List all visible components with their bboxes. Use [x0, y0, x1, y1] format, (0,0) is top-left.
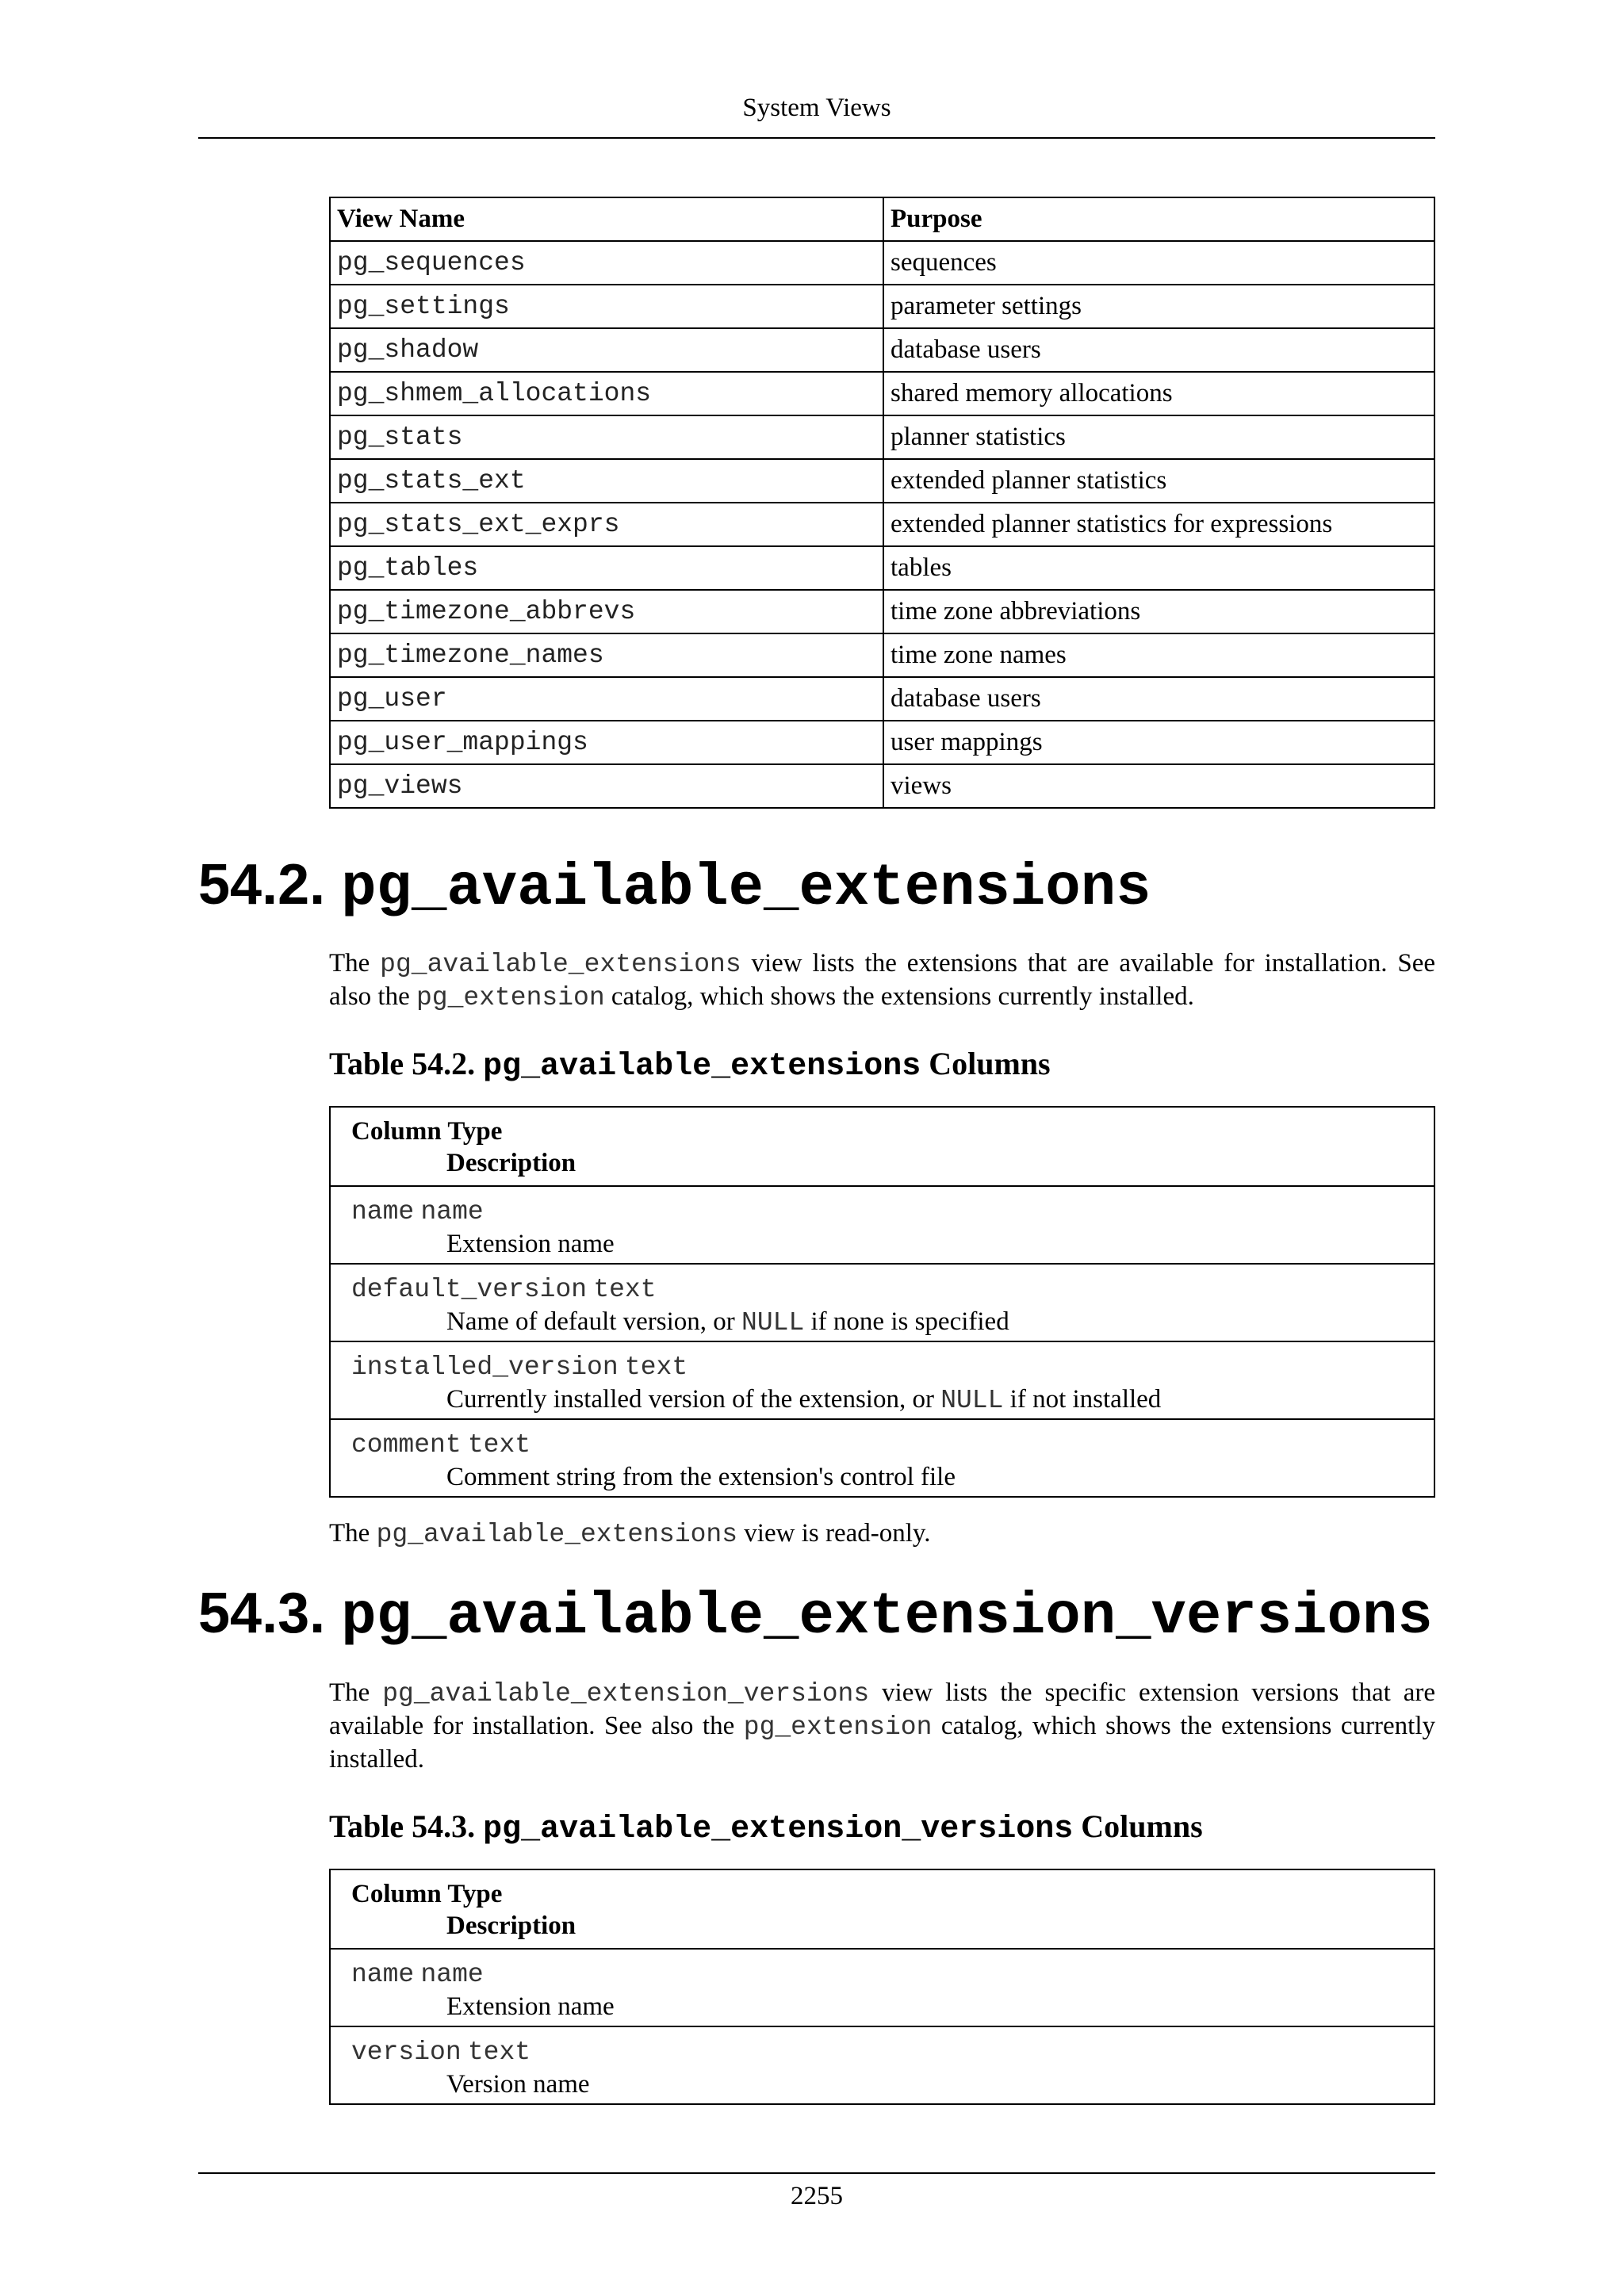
section-number: 54.3.: [198, 1582, 326, 1645]
table-label-suffix: Columns: [921, 1046, 1051, 1081]
code-literal: pg_extension: [743, 1712, 933, 1742]
page-number: 2255: [791, 2182, 843, 2210]
view-name: pg_tables: [330, 546, 883, 590]
section-number: 54.2.: [198, 853, 326, 916]
code-literal: pg_available_extension_versions: [382, 1679, 870, 1709]
text-run: if not installed: [1003, 1385, 1162, 1414]
section-title-code: pg_available_extensions: [341, 855, 1151, 922]
section-heading-54-3: [198, 1581, 1433, 1651]
footer-rule: [198, 2172, 1435, 2174]
view-name: pg_views: [330, 764, 883, 808]
section-title-code: pg_available_extension_versions: [341, 1584, 1433, 1651]
text-run: catalog, which shows the extensions currently installed.: [604, 982, 1194, 1011]
view-name: pg_shmem_allocations: [330, 372, 883, 415]
table-row: [330, 677, 1434, 721]
code-literal: pg_available_extensions: [483, 1049, 921, 1085]
view-purpose: time zone abbreviations: [883, 590, 1434, 633]
view-purpose: sequences: [883, 241, 1434, 285]
view-name: pg_shadow: [330, 328, 883, 372]
view-purpose: user mappings: [883, 721, 1434, 764]
column-name: default_version: [351, 1275, 588, 1304]
column-type: name: [420, 1197, 484, 1226]
code-literal: NULL: [940, 1386, 1004, 1415]
text-run: The: [329, 1519, 377, 1548]
text-run: The: [329, 949, 381, 978]
view-purpose: planner statistics: [883, 415, 1434, 459]
view-purpose: time zone names: [883, 633, 1434, 677]
header-description: Description: [446, 1149, 576, 1177]
column-description: [351, 1461, 1434, 1493]
text-run: The: [329, 1678, 383, 1707]
view-name: pg_stats_ext_exprs: [330, 503, 883, 546]
column-description: [351, 1383, 1434, 1417]
column-type: text: [624, 1353, 688, 1382]
view-name: pg_settings: [330, 285, 883, 328]
table-row: [331, 1948, 1434, 2026]
text-run: Name of default version, or: [446, 1307, 742, 1336]
columns-table-54-3: [329, 1869, 1435, 2105]
table-row: [330, 546, 1434, 590]
table-row: [331, 1185, 1434, 1263]
view-purpose: extended planner statistics for expressions: [883, 503, 1434, 546]
text-run: Extension name: [446, 1230, 615, 1258]
view-name: pg_user: [330, 677, 883, 721]
column-name: installed_version: [351, 1353, 619, 1382]
section-54-3-intro: [329, 1677, 1435, 1776]
text-run: view lists the specific extension versions that are available for installation. See also the: [329, 1678, 1435, 1740]
running-header: System Views: [742, 94, 891, 122]
table-header-row: [330, 197, 1434, 241]
view-purpose: tables: [883, 546, 1434, 590]
table-row: [330, 241, 1434, 285]
table-row: [330, 372, 1434, 415]
header-purpose: Purpose: [883, 197, 1434, 241]
table-row: [331, 1341, 1434, 1418]
table-row: [330, 590, 1434, 633]
text-run: Currently installed version of the extension, or: [446, 1385, 941, 1414]
text-run: catalog, which shows the extensions currently installed.: [329, 1712, 1436, 1774]
code-literal: pg_available_extension_versions: [483, 1812, 1074, 1847]
view-purpose: extended planner statistics: [883, 459, 1434, 503]
code-literal: pg_available_extensions: [380, 950, 741, 979]
code-literal: pg_available_extensions: [376, 1520, 738, 1549]
table-row: [330, 633, 1434, 677]
column-description: Extension name: [446, 1992, 615, 2021]
section-54-2-note: [329, 1517, 1435, 1551]
system-views-table: [329, 197, 1435, 809]
header-description: Description: [446, 1911, 576, 1940]
text-run: if none is specified: [804, 1307, 1009, 1336]
code-literal: NULL: [741, 1308, 805, 1337]
header-column-type: Column Type: [351, 1880, 503, 1908]
table-row: [330, 328, 1434, 372]
code-literal: pg_extension: [416, 983, 605, 1012]
column-type: text: [467, 2038, 531, 2067]
text-run: view is read-only.: [737, 1519, 931, 1548]
view-name: pg_timezone_abbrevs: [330, 590, 883, 633]
table-label: Table 54.3.: [329, 1808, 484, 1844]
text-run: Comment string from the extension's control file: [446, 1463, 956, 1491]
view-purpose: shared memory allocations: [883, 372, 1434, 415]
column-description: [351, 1306, 1434, 1339]
header-column-type: Column Type: [351, 1117, 503, 1146]
table-row: [330, 503, 1434, 546]
table-row: [331, 2026, 1434, 2103]
view-purpose: views: [883, 764, 1434, 808]
column-description: Version name: [446, 2070, 590, 2099]
table-title-54-3: [329, 1808, 1203, 1847]
table-title-54-2: [329, 1045, 1051, 1085]
table-header-row: [331, 1870, 1434, 1948]
column-name: name: [351, 1960, 415, 1989]
column-name: name: [351, 1197, 415, 1226]
column-type: text: [593, 1275, 657, 1304]
table-row: [330, 764, 1434, 808]
table-row: [331, 1263, 1434, 1341]
table-row: [330, 415, 1434, 459]
column-name: version: [351, 2038, 462, 2067]
view-purpose: database users: [883, 328, 1434, 372]
column-type: text: [467, 1430, 531, 1460]
section-54-2-intro: [329, 947, 1435, 1014]
column-name: comment: [351, 1430, 462, 1460]
table-label-suffix: Columns: [1073, 1808, 1203, 1844]
view-purpose: database users: [883, 677, 1434, 721]
header-rule: [198, 137, 1435, 139]
view-purpose: parameter settings: [883, 285, 1434, 328]
table-header-row: [331, 1108, 1434, 1185]
column-type: name: [420, 1960, 484, 1989]
table-row: [330, 721, 1434, 764]
view-name: pg_stats: [330, 415, 883, 459]
table-row: [330, 459, 1434, 503]
view-name: pg_timezone_names: [330, 633, 883, 677]
table-label: Table 54.2.: [329, 1046, 484, 1081]
header-view-name: View Name: [330, 197, 883, 241]
column-description: [351, 1228, 1434, 1260]
text-run: view lists the extensions that are available for installation. See also the: [329, 949, 1435, 1011]
section-heading-54-2: [198, 852, 1151, 922]
table-row: [331, 1418, 1434, 1496]
view-name: pg_sequences: [330, 241, 883, 285]
table-row: [330, 285, 1434, 328]
view-name: pg_user_mappings: [330, 721, 883, 764]
view-name: pg_stats_ext: [330, 459, 883, 503]
columns-table-54-2: [329, 1106, 1435, 1498]
